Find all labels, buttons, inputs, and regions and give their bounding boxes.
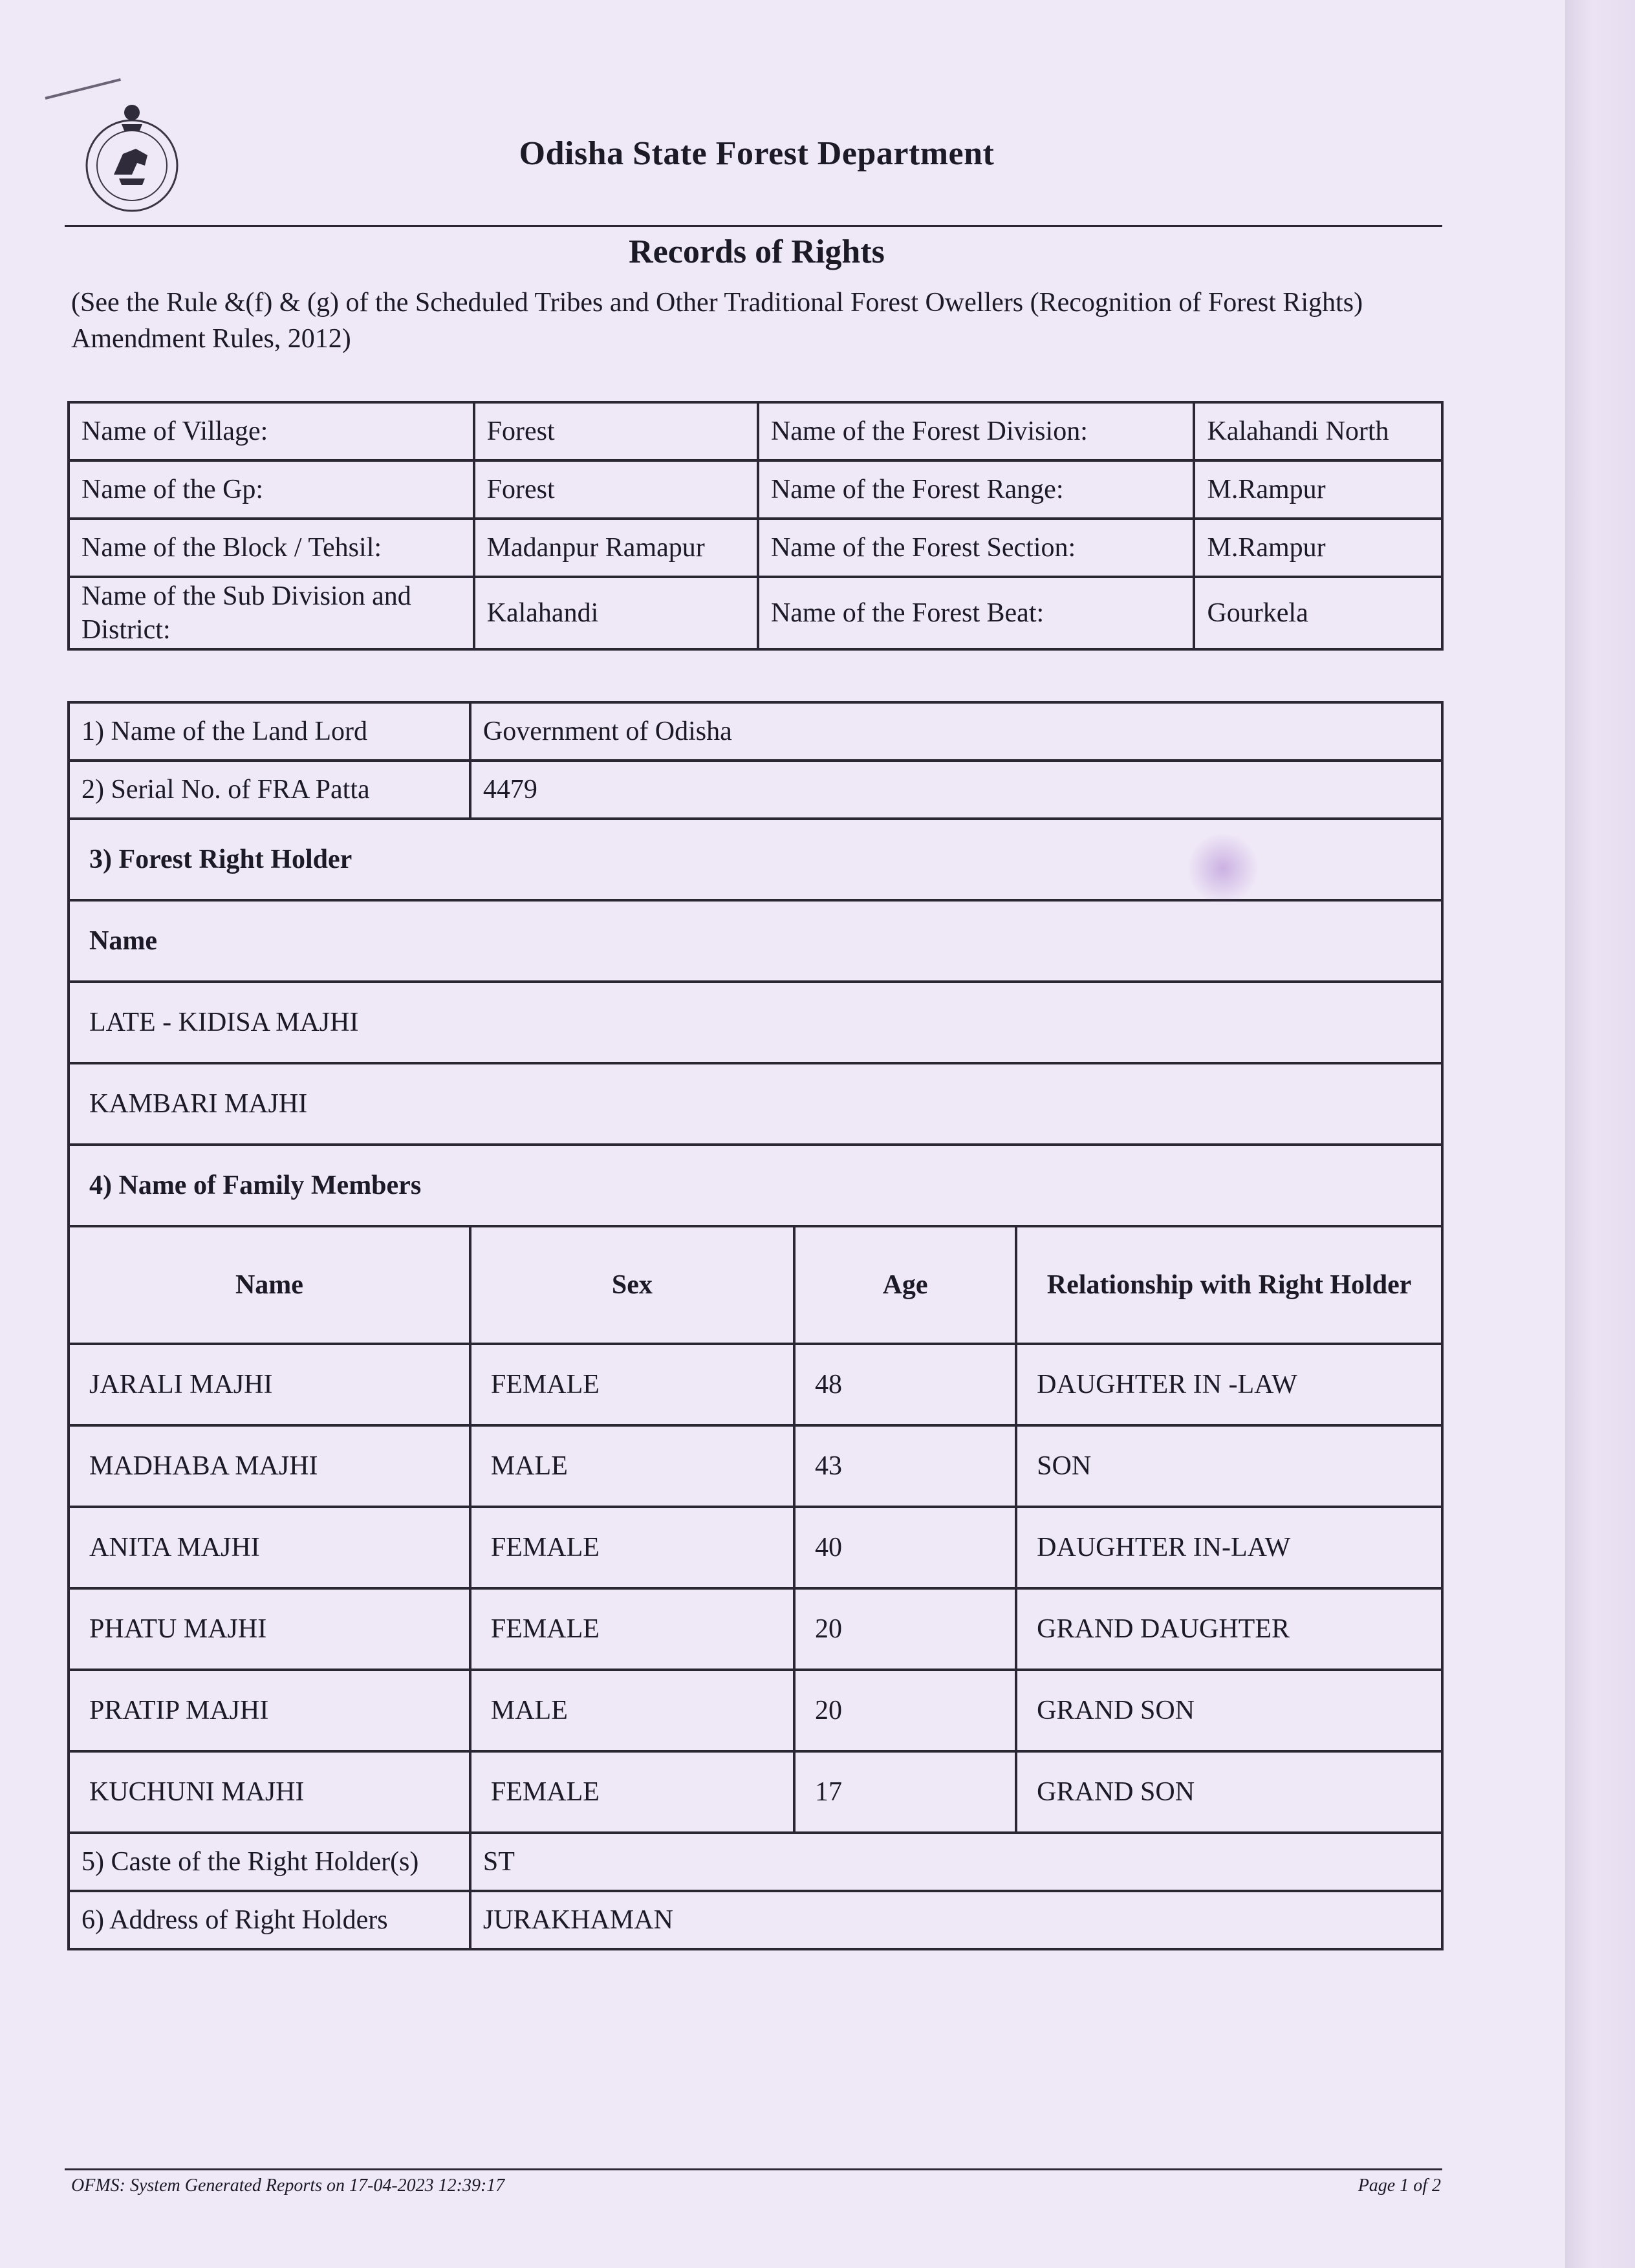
column-header-age: Age — [794, 1226, 1016, 1344]
table-row — [69, 1063, 1442, 1145]
member-relation: DAUGHTER IN-LAW — [1016, 1507, 1442, 1588]
table-row — [69, 761, 1442, 819]
rule-reference: (See the Rule &(f) & (g) of the Scheduled Tribes and Other Traditional Forest Owellers (Recognition of Forest Rights) Amendment Rules, 2012) — [71, 288, 1363, 354]
member-age: 40 — [794, 1507, 1016, 1588]
member-sex: MALE — [470, 1425, 794, 1507]
village-label: Name of Village: — [69, 402, 474, 460]
ink-stamp-mark — [1187, 833, 1259, 904]
table-row — [69, 577, 1442, 649]
member-relation: SON — [1016, 1425, 1442, 1507]
member-sex: FEMALE — [470, 1344, 794, 1425]
land-lord-label: 1) Name of the Land Lord — [69, 702, 470, 761]
member-age: 43 — [794, 1425, 1016, 1507]
block-label: Name of the Block / Tehsil: — [69, 519, 474, 577]
block-value: Madanpur Ramapur — [474, 519, 758, 577]
member-name: ANITA MAJHI — [69, 1507, 470, 1588]
member-sex: MALE — [470, 1670, 794, 1751]
address-label: 6) Address of Right Holders — [69, 1891, 470, 1949]
table-row — [69, 460, 1442, 519]
table-row — [69, 519, 1442, 577]
family-row — [69, 1670, 1442, 1751]
forest-beat-label: Name of the Forest Beat: — [758, 577, 1195, 649]
forest-section-label: Name of the Forest Section: — [758, 519, 1195, 577]
member-relation: GRAND SON — [1016, 1670, 1442, 1751]
member-relation: GRAND DAUGHTER — [1016, 1588, 1442, 1670]
member-sex: FEMALE — [470, 1751, 794, 1833]
location-table — [67, 401, 1444, 651]
member-name: JARALI MAJHI — [69, 1344, 470, 1425]
member-age: 17 — [794, 1751, 1016, 1833]
member-age: 48 — [794, 1344, 1016, 1425]
address-value: JURAKHAMAN — [470, 1891, 1442, 1949]
forest-beat-value: Gourkela — [1194, 577, 1442, 649]
gp-value: Forest — [474, 460, 758, 519]
table-row — [69, 402, 1442, 460]
system-generated-note: OFMS: System Generated Reports on 17-04-2023 12:39:17 — [71, 2176, 505, 2196]
table-row — [69, 982, 1442, 1063]
village-value: Forest — [474, 402, 758, 460]
family-header-row — [69, 1226, 1442, 1344]
member-age: 20 — [794, 1670, 1016, 1751]
family-heading: 4) Name of Family Members — [69, 1145, 1442, 1226]
subdivision-value: Kalahandi — [474, 577, 758, 649]
caste-label: 5) Caste of the Right Holder(s) — [69, 1833, 470, 1891]
member-name: MADHABA MAJHI — [69, 1425, 470, 1507]
holder-name-heading: Name — [69, 900, 1442, 982]
column-header-relationship: Relationship with Right Holder — [1016, 1226, 1442, 1344]
caste-value: ST — [470, 1833, 1442, 1891]
patta-value: 4479 — [470, 761, 1442, 819]
forest-division-label: Name of the Forest Division: — [758, 402, 1195, 460]
column-header-sex: Sex — [470, 1226, 794, 1344]
member-relation: GRAND SON — [1016, 1751, 1442, 1833]
table-row — [69, 702, 1442, 761]
forest-range-value: M.Rampur — [1194, 460, 1442, 519]
table-row — [69, 1891, 1442, 1949]
forest-division-value: Kalahandi North — [1194, 402, 1442, 460]
table-row — [69, 900, 1442, 982]
member-age: 20 — [794, 1588, 1016, 1670]
member-name: PHATU MAJHI — [69, 1588, 470, 1670]
member-sex: FEMALE — [470, 1588, 794, 1670]
department-title: Odisha State Forest Department — [519, 135, 995, 172]
page-edge — [1565, 0, 1635, 2268]
member-name: PRATIP MAJHI — [69, 1670, 470, 1751]
family-row — [69, 1588, 1442, 1670]
family-row — [69, 1344, 1442, 1425]
patta-label: 2) Serial No. of FRA Patta — [69, 761, 470, 819]
column-header-name: Name — [69, 1226, 470, 1344]
family-row — [69, 1507, 1442, 1588]
family-row — [69, 1751, 1442, 1833]
holder-name: KAMBARI MAJHI — [69, 1063, 1442, 1145]
forest-range-label: Name of the Forest Range: — [758, 460, 1195, 519]
header-rule — [65, 225, 1442, 227]
gp-label: Name of the Gp: — [69, 460, 474, 519]
member-name: KUCHUNI MAJHI — [69, 1751, 470, 1833]
page-number: Page 1 of 2 — [1358, 2176, 1441, 2196]
member-sex: FEMALE — [470, 1507, 794, 1588]
family-row — [69, 1425, 1442, 1507]
land-lord-value: Government of Odisha — [470, 702, 1442, 761]
member-relation: DAUGHTER IN -LAW — [1016, 1344, 1442, 1425]
table-row — [69, 1145, 1442, 1226]
footer-rule — [65, 2168, 1442, 2170]
subdivision-label: Name of the Sub Division and District: — [69, 577, 474, 649]
table-row — [69, 1833, 1442, 1891]
document-title: Records of Rights — [629, 233, 885, 270]
forest-section-value: M.Rampur — [1194, 519, 1442, 577]
holder-heading: 3) Forest Right Holder — [69, 819, 1442, 900]
holder-name: LATE - KIDISA MAJHI — [69, 982, 1442, 1063]
